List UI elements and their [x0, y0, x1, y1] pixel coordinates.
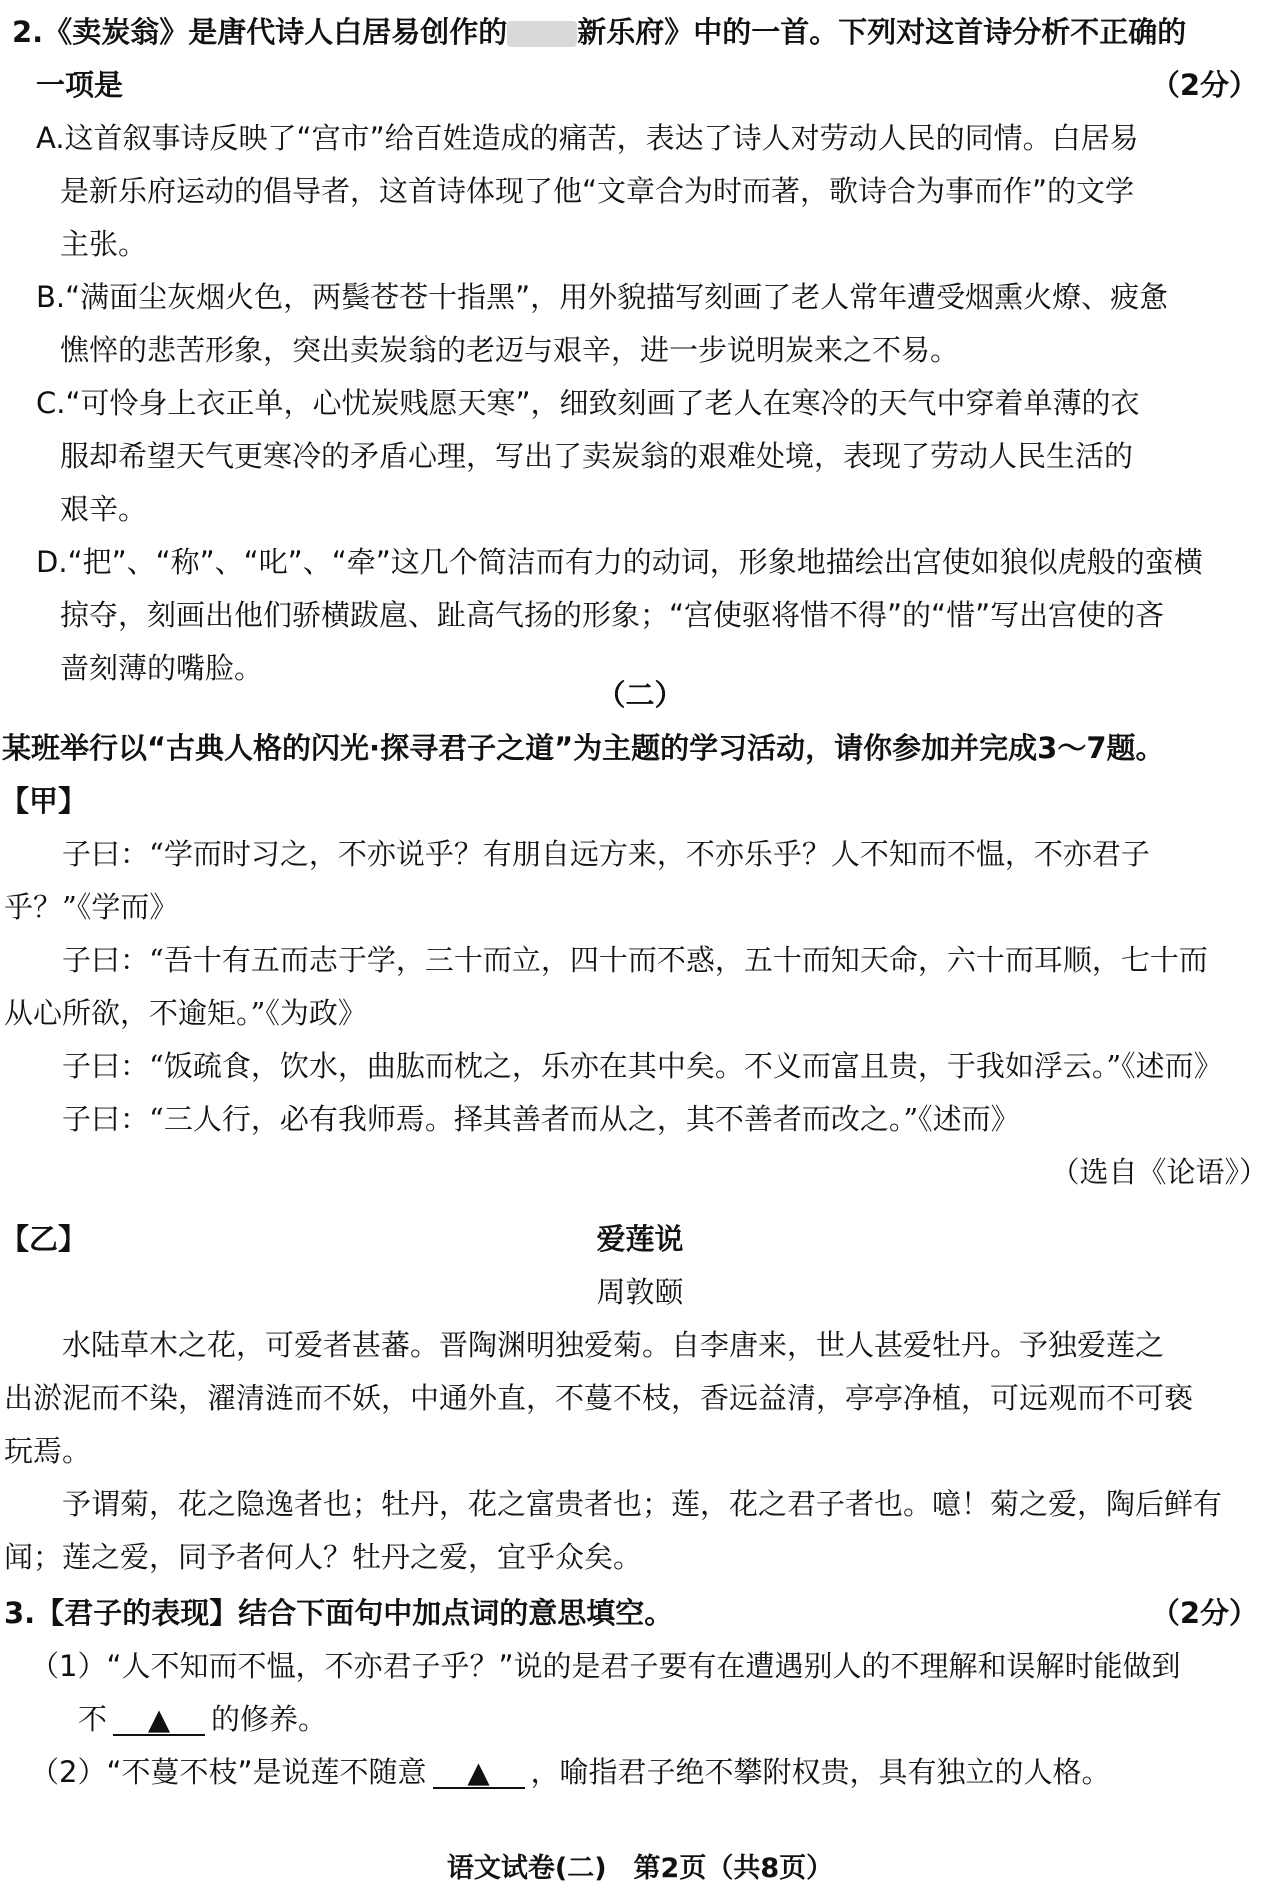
question-3-sub2 [0, 1746, 1280, 1799]
question-2-stem-part-b: 新乐府》中的一首。下列对这首诗分析不正确的 [577, 15, 1187, 49]
passage-yi-title: 爱莲说 [596, 1222, 684, 1256]
option-text: “可怜身上衣正单，心忧炭贱愿天寒”，细致刻画了老人在寒冷的天气中穿着单薄的衣 [65, 386, 1140, 420]
question-3-stem-row [0, 1587, 1280, 1640]
question-3-sub1-pre: 不 [78, 1702, 108, 1736]
option-text: 啬刻薄的嘴脸。 [60, 651, 264, 685]
question-3-sub2-pre: （2）“不蔓不枝”是说莲不随意 [30, 1755, 427, 1789]
question-3-stem: 3.【君子的表现】结合下面句中加点词的意思填空。 [4, 1596, 674, 1630]
passage-yi-header [0, 1213, 1280, 1266]
option-d-line [0, 589, 1280, 642]
passage-line: 从心所欲，不逾矩。”《为政》 [4, 996, 367, 1030]
option-text: 主张。 [60, 227, 148, 261]
question-2-stem [0, 6, 1280, 59]
option-letter: D. [36, 545, 68, 579]
passage-line: 子曰：“三人行，必有我师焉。择其善者而从之，其不善者而改之。”《述而》 [62, 1102, 1020, 1136]
option-text: 艰辛。 [60, 492, 148, 526]
option-c-line [0, 430, 1280, 483]
question-2-stem-part-a: 2.《卖炭翁》是唐代诗人白居易创作的 [12, 15, 508, 49]
option-b-line [0, 271, 1280, 324]
option-c-line [0, 483, 1280, 536]
question-3-sub1-answer-blank[interactable]: ▲ [113, 1704, 205, 1736]
question-3-score: （2分） [1150, 1596, 1258, 1630]
option-text: 掠夺，刻画出他们骄横跋扈、趾高气扬的形象；“宫使驱将惜不得”的“惜”写出宫使的吝 [60, 598, 1165, 632]
passage-line: 闻；莲之爱，同予者何人？牡丹之爱，宜乎众矣。 [4, 1540, 643, 1574]
option-b-line [0, 324, 1280, 377]
option-text: “把”、“称”、“叱”、“牵”这几个简洁而有力的动词，形象地描绘出宫使如狼似虎般的蛮横 [67, 545, 1203, 579]
passage-yi [0, 1213, 1280, 1584]
question-3-sub2-post: ，喻指君子绝不攀附权贵，具有独立的人格。 [530, 1755, 1111, 1789]
passage-line: 子曰：“饭疏食，饮水，曲肱而枕之，乐亦在其中矣。不义而富且贵，于我如浮云。”《述而》 [62, 1049, 1223, 1083]
passage-yi-text [0, 1319, 1280, 1584]
question-3-sub1-line2 [0, 1693, 1280, 1746]
page-footer: 语文试卷(二) 第2页（共8页） [446, 1853, 834, 1884]
passage-line: 子曰：“学而时习之，不亦说乎？有朋自远方来，不亦乐乎？人不知而不愠，不亦君子 [62, 837, 1150, 871]
question-3-sub2-answer-blank[interactable]: ▲ [433, 1757, 525, 1789]
passage-line: 子曰：“吾十有五而志于学，三十而立，四十而不惑，五十而知天命，六十而耳顺，七十而 [62, 943, 1208, 977]
option-a-line [0, 218, 1280, 271]
option-d-line [0, 536, 1280, 589]
option-text: 服却希望天气更寒冷的矛盾心理，写出了卖炭翁的艰难处境，表现了劳动人民生活的 [60, 439, 1134, 473]
section-2-heading: （二） [596, 678, 684, 712]
section-2-intro: 某班举行以“古典人格的闪光·探寻君子之道”为主题的学习活动，请你参加并完成3～7题。 [2, 731, 1165, 765]
question-2 [0, 6, 1280, 695]
question-3-sub1-post: 的修养。 [211, 1702, 328, 1736]
option-letter: C. [36, 386, 66, 420]
passage-yi-label: 【乙】 [0, 1222, 88, 1256]
option-letter: A. [36, 121, 65, 155]
option-text: “满面尘灰烟火色，两鬓苍苍十指黑”，用外貌描写刻画了老人常年遭受烟熏火燎、疲惫 [65, 280, 1169, 314]
passage-jia-label: 【甲】 [0, 784, 88, 818]
question-3-sub1-line1: （1）“人不知而不愠，不亦君子乎？”说的是君子要有在遭遇别人的不理解和误解时能做到 [30, 1649, 1181, 1683]
option-text: 这首叙事诗反映了“宫市”给百姓造成的痛苦，表达了诗人对劳动人民的同情。白居易 [64, 121, 1139, 155]
option-c-line [0, 377, 1280, 430]
passage-line: 予谓菊，花之隐逸者也；牡丹，花之富贵者也；莲，花之君子者也。噫！菊之爱，陶后鲜有 [62, 1487, 1223, 1521]
passage-jia-text [0, 828, 1280, 1146]
question-2-options [0, 112, 1280, 695]
option-a-line [0, 165, 1280, 218]
option-letter: B. [36, 280, 66, 314]
option-a-line [0, 112, 1280, 165]
passage-yi-author: 周敦颐 [596, 1275, 684, 1309]
passage-line: 乎？”《学而》 [4, 890, 179, 924]
question-3 [0, 1587, 1280, 1799]
passage-line: 出淤泥而不染，濯清涟而不妖，中通外直，不蔓不枝，香远益清，亭亭净植，可远观而不可亵 [4, 1381, 1194, 1415]
blurred-redaction [507, 21, 577, 47]
passage-line: 水陆草木之花，可爱者甚蕃。晋陶渊明独爱菊。自李唐来，世人甚爱牡丹。予独爱莲之 [62, 1328, 1165, 1362]
option-text: 是新乐府运动的倡导者，这首诗体现了他“文章合为时而著，歌诗合为事而作”的文学 [60, 174, 1135, 208]
passage-jia-source: （选自《论语》） [1050, 1155, 1268, 1189]
passage-jia [0, 775, 1280, 1199]
question-2-stem-line2 [0, 59, 1280, 112]
section-2 [0, 669, 1280, 775]
question-2-stem-part-c: 一项是 [36, 68, 124, 102]
option-text: 憔悴的悲苦形象，突出卖炭翁的老迈与艰辛，进一步说明炭来之不易。 [60, 333, 960, 367]
passage-line: 玩焉。 [4, 1434, 92, 1468]
question-2-score: （2分） [1150, 68, 1258, 102]
